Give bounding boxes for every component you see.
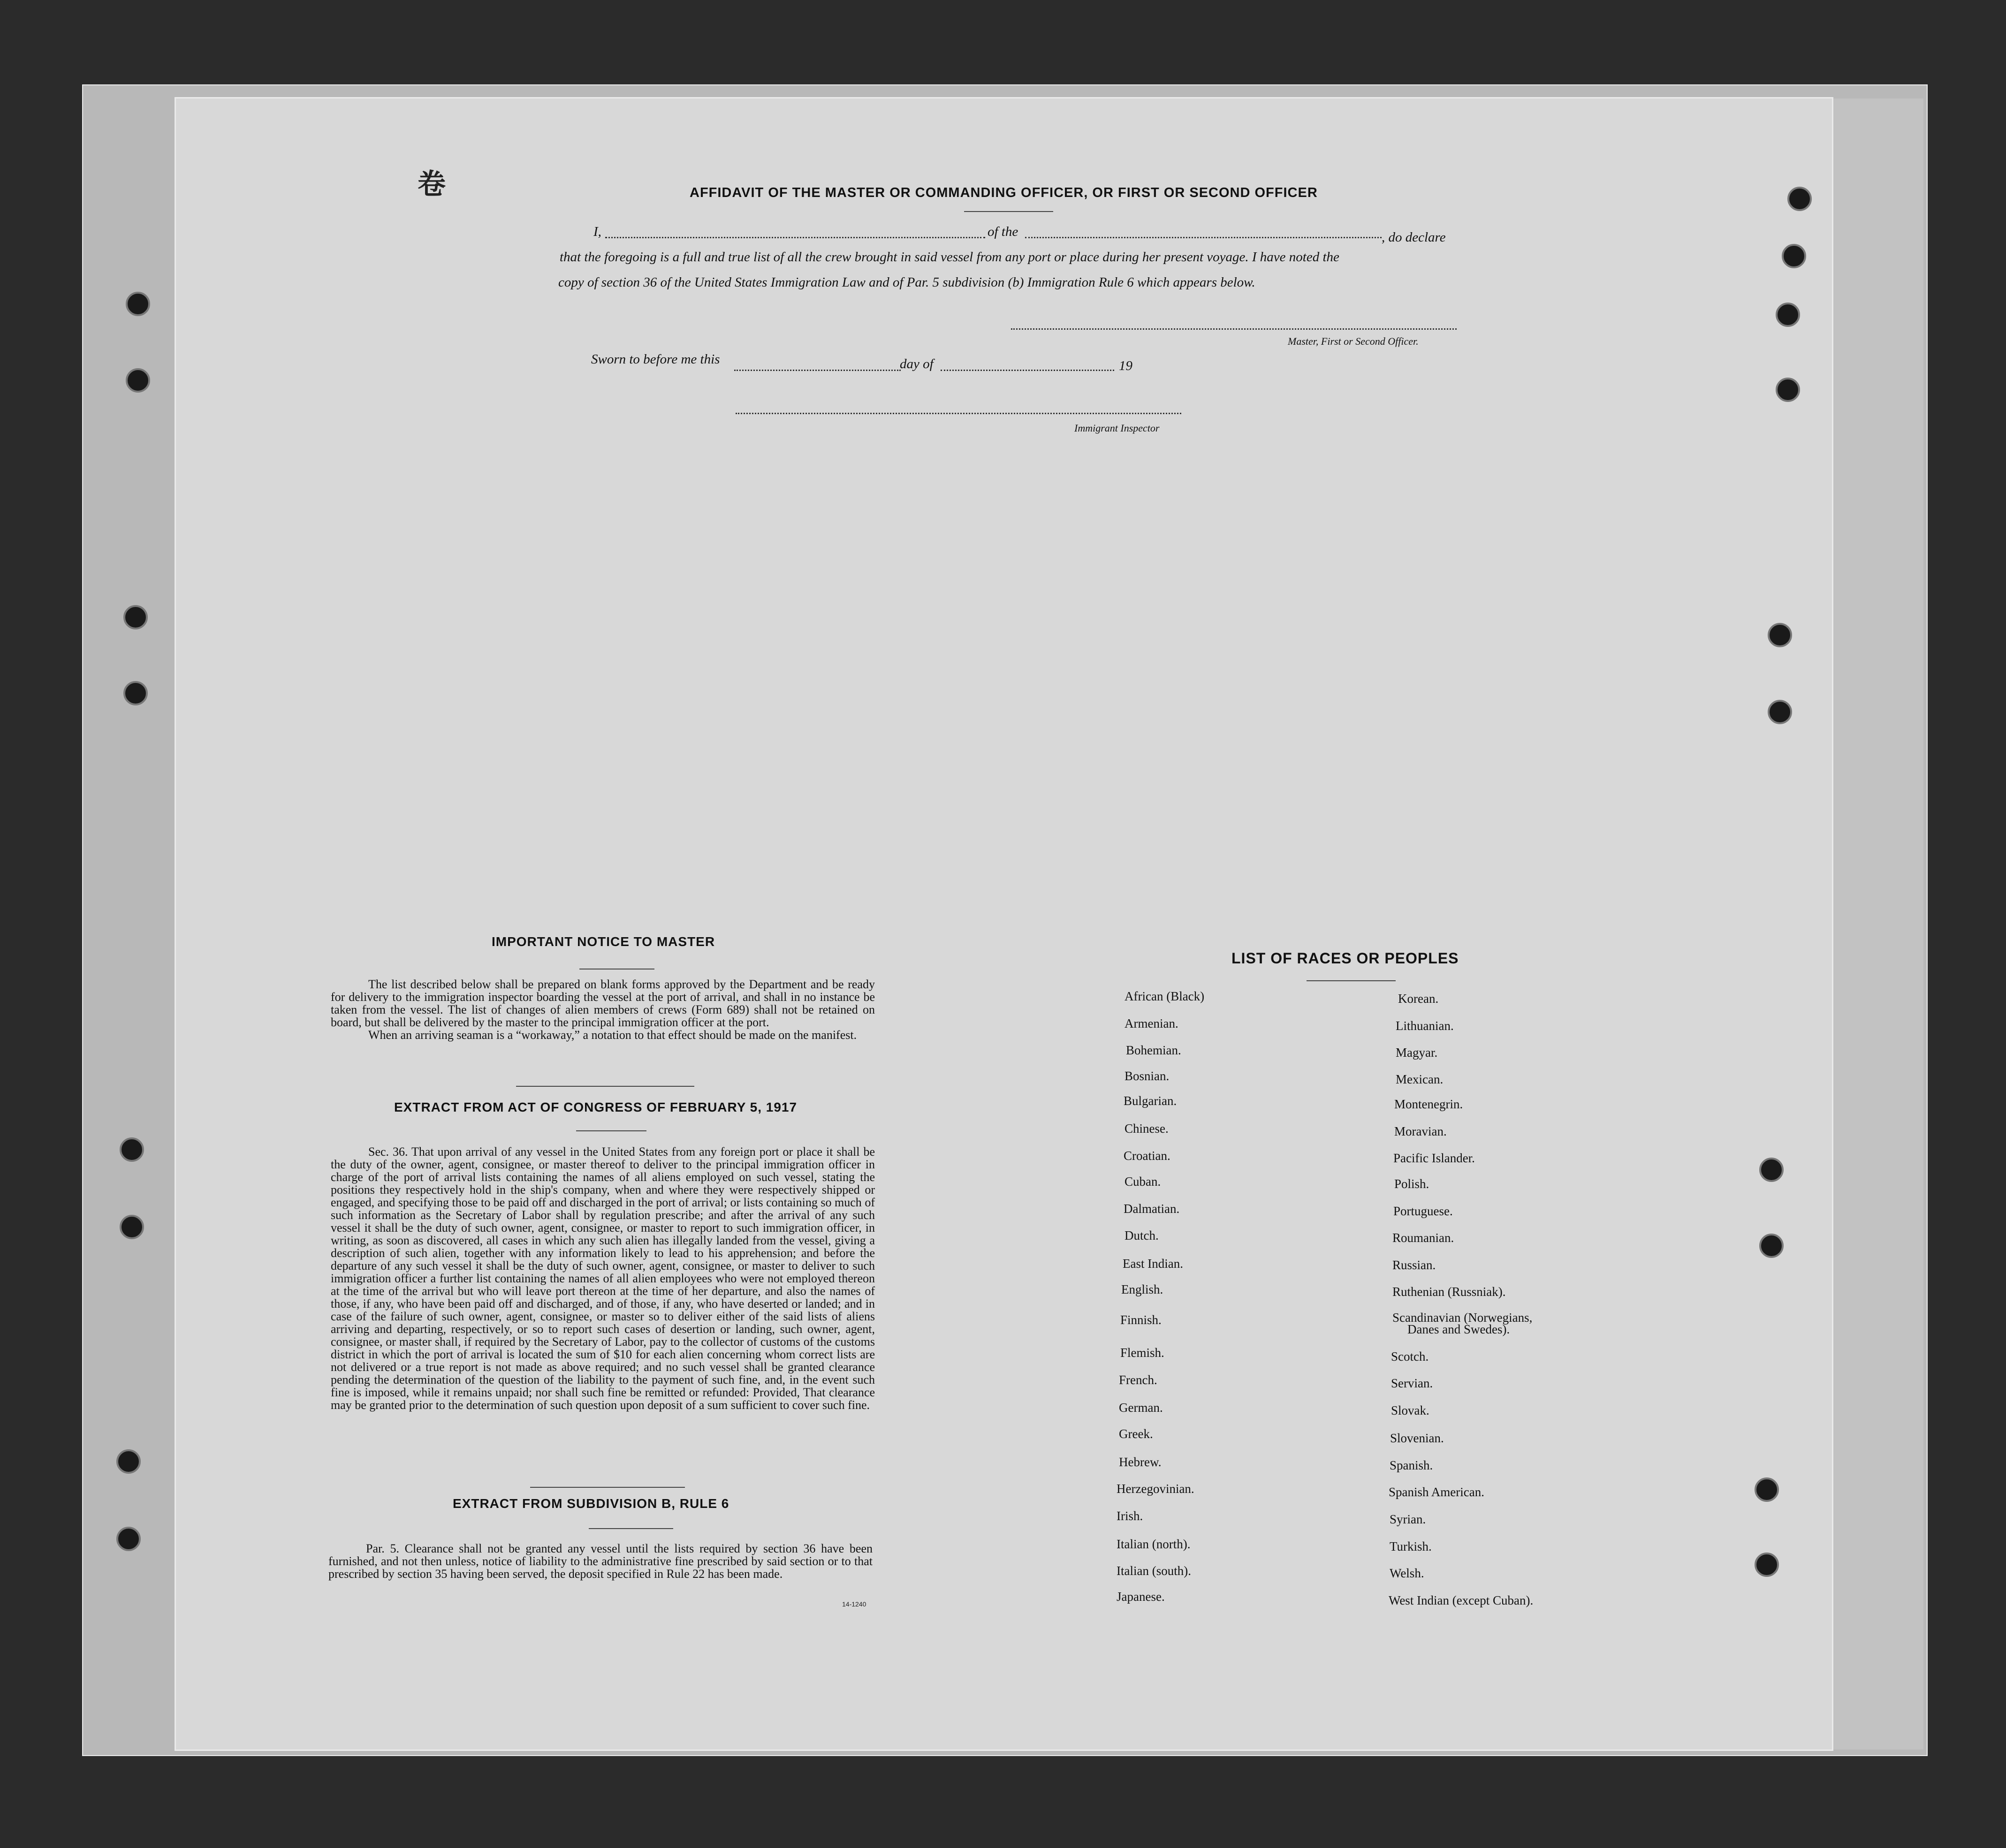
punch-hole-icon (1755, 1553, 1779, 1577)
day-of-label: day of (900, 356, 934, 371)
race-item: English. (1121, 1282, 1163, 1296)
punch-hole-icon (1768, 700, 1792, 724)
race-item: Mexican. (1396, 1072, 1444, 1086)
divider (576, 1130, 646, 1131)
race-item: Magyar. (1396, 1045, 1438, 1060)
race-item: West Indian (except Cuban). (1389, 1593, 1534, 1607)
affidavit-of-the-label: of the (988, 224, 1018, 239)
act-extract-text (331, 1145, 875, 1411)
punch-hole-icon (116, 1449, 141, 1474)
punch-hole-icon (120, 1137, 144, 1162)
notice-paragraph-2: When an arriving seaman is a “workaway,” a notation to that effect should be made on the manifest. (368, 1028, 857, 1042)
punch-hole-icon (1782, 244, 1806, 268)
race-item: Hebrew. (1119, 1455, 1162, 1469)
race-item: Scotch. (1391, 1349, 1429, 1363)
punch-hole-icon (1787, 187, 1812, 211)
officer-signature-field[interactable] (1011, 328, 1457, 330)
race-item: Croatian. (1124, 1149, 1170, 1163)
affidavit-title: AFFIDAVIT OF THE MASTER OR COMMANDING OFFICER, OR FIRST OR SECOND OFFICER (690, 185, 1318, 200)
race-item: Italian (south). (1117, 1564, 1191, 1578)
race-item: Armenian. (1125, 1016, 1178, 1030)
race-item: Bosnian. (1125, 1069, 1170, 1083)
master-name-field[interactable] (605, 237, 985, 238)
race-item: Scandinavian (Norwegians, (1392, 1310, 1533, 1325)
race-item: Chinese. (1125, 1121, 1169, 1136)
affidavit-line-2: that the foregoing is a full and true list of all the crew brought in said vessel from any port or place during her present voyage. I have noted the (560, 250, 1339, 265)
race-item: German. (1119, 1401, 1163, 1415)
sworn-label: Sworn to before me this (591, 352, 720, 367)
race-item: Dutch. (1125, 1228, 1159, 1242)
inspector-caption: Immigrant Inspector (1074, 422, 1160, 434)
punch-hole-icon (1759, 1234, 1784, 1258)
notice-paragraph-1: The list described below shall be prepared on blank forms approved by the Department and be ready for delivery to the immigration inspector boarding the vessel at the port of arrival, and shall in no instance be taken from the vessel. The list of changes of alien members of crews (Form 689) shall not be retained on board, but shall be delivered by the master to the principal immigration officer at the port. (331, 977, 875, 1029)
punch-hole-icon (1768, 623, 1792, 647)
handwritten-mark: 卷 (418, 169, 446, 200)
race-item: Korean. (1398, 992, 1439, 1006)
punch-hole-icon (120, 1215, 144, 1239)
rule-extract-text (328, 1542, 873, 1580)
race-item: Roumanian. (1392, 1231, 1454, 1245)
par-5-text: Par. 5. Clearance shall not be granted any vessel until the lists required by section 36 have been furnished, and not then unless, notice of liability to the administrative fine prescribed by said section or to that prescribed by section 35 having been served, the deposit specified in Rule 22 has been made. (328, 1542, 873, 1581)
section-36-text: Sec. 36. That upon arrival of any vessel in the United States from any foreign port or place it shall be the duty of the owner, agent, consignee, or master thereof to deliver to the principal immigration officer in charge of the port of arrival lists containing the names of all aliens employed on such vessel, stating the positions they respectively hold in the ship's company, when and where they were respectively shipped or engaged, and specifying those to be paid off and discharged in the port of arrival; or lists containing so much of such information as the Secretary of Labor shall by regulation prescribe; and after the arrival of any such vessel it shall be the duty of such owner, agent, consignee, or master to report to such immigration officer, in writing, as soon as discovered, all cases in which any such alien has illegally landed from the vessel, giving a description of such alien, together with any information likely to lead to his apprehension; and before the departure of any such vessel it shall be the duty of such owner, agent, consignee, or master to deliver to such immigration officer a further list containing the names of all alien employees who were not employed thereon at the time of the arrival but who will leave port thereon at the time of her departure, and also the names of those, if any, who have been paid off and discharged, and of those, if any, who have deserted or landed; and in case of the failure of such owner, agent, consignee, or master so to deliver either of the said lists of aliens arriving and departing, respectively, or so to report such cases of desertion or landing, such owner, agent, consignee, or master shall, if required by the Secretary of Labor, pay to the collector of customs of the customs district in which the port of arrival is located the sum of $10 for each alien concerning whom correct lists are not delivered or a true report is not made as above required; and no such vessel shall be granted clearance pending the determination of the question of the liability to the payment of such fine, and, in the event such fine is imposed, while it remains unpaid; nor shall such fine be remitted or refunded: Provided, That clearance may be granted prior to the determination of such question upon deposit of a sum sufficient to cover such fine. (331, 1145, 875, 1412)
race-item: Welsh. (1390, 1566, 1424, 1580)
race-item: Dalmatian. (1124, 1202, 1180, 1216)
divider (530, 1487, 685, 1488)
race-item: Irish. (1117, 1509, 1143, 1523)
race-item: East Indian. (1123, 1257, 1183, 1271)
race-item: Slovenian. (1390, 1431, 1444, 1445)
race-item: Japanese. (1117, 1590, 1165, 1604)
race-item: Russian. (1392, 1258, 1436, 1272)
divider (589, 1528, 673, 1529)
act-extract-heading: EXTRACT FROM ACT OF CONGRESS OF FEBRUARY 5, 1917 (394, 1100, 798, 1114)
race-item: Herzegovinian. (1117, 1482, 1194, 1496)
sworn-month-field[interactable] (941, 370, 1114, 371)
notice-heading: IMPORTANT NOTICE TO MASTER (492, 934, 715, 949)
divider (1307, 980, 1396, 981)
race-item: Pacific Islander. (1393, 1151, 1475, 1165)
manifest-page (176, 98, 1832, 1750)
year-label: 19 (1119, 358, 1132, 373)
race-item: Portuguese. (1393, 1204, 1453, 1218)
race-item: Ruthenian (Russniak). (1392, 1285, 1506, 1299)
race-item: Turkish. (1390, 1539, 1432, 1553)
divider (964, 211, 1053, 212)
race-item: Servian. (1391, 1376, 1433, 1390)
punch-hole-icon (1759, 1158, 1784, 1182)
race-item: African (Black) (1125, 989, 1205, 1003)
punch-hole-icon (1755, 1477, 1779, 1502)
race-item: Polish. (1394, 1177, 1429, 1191)
sworn-day-field[interactable] (734, 370, 901, 371)
race-item: Flemish. (1120, 1346, 1164, 1360)
race-item: Lithuanian. (1396, 1019, 1454, 1033)
divider (516, 1086, 694, 1087)
affidavit-line-3: copy of section 36 of the United States Immigration Law and of Par. 5 subdivision (b) Immigration Rule 6 which appears below. (558, 275, 1255, 290)
race-item: Syrian. (1390, 1512, 1426, 1526)
punch-hole-icon (116, 1527, 141, 1551)
race-item: Cuban. (1125, 1174, 1161, 1189)
race-item: Italian (north). (1117, 1537, 1191, 1551)
affidavit-i-label: I, (593, 224, 601, 239)
race-item: Danes and Swedes). (1407, 1322, 1510, 1336)
race-item: Spanish American. (1389, 1485, 1484, 1499)
race-item: Montenegrin. (1394, 1097, 1463, 1111)
race-item: Moravian. (1394, 1124, 1447, 1138)
inspector-signature-field[interactable] (736, 413, 1181, 414)
races-title: LIST OF RACES OR PEOPLES (1231, 950, 1459, 967)
back-sheet-edge (1830, 98, 1923, 1750)
race-item: Slovak. (1391, 1403, 1429, 1417)
signature-caption: Master, First or Second Officer. (1288, 335, 1419, 347)
vessel-name-field[interactable] (1025, 237, 1382, 238)
affidavit-do-declare: , do declare (1382, 230, 1446, 245)
punch-hole-icon (126, 292, 150, 316)
race-item: Greek. (1119, 1427, 1153, 1441)
race-item: Bohemian. (1126, 1043, 1181, 1057)
race-item: French. (1119, 1373, 1157, 1387)
race-item: Spanish. (1390, 1458, 1433, 1472)
punch-hole-icon (126, 368, 150, 393)
race-item: Bulgarian. (1124, 1094, 1177, 1108)
form-number: 14-1240 (842, 1600, 866, 1608)
race-item: Finnish. (1120, 1313, 1162, 1327)
punch-hole-icon (1776, 378, 1800, 402)
punch-hole-icon (123, 681, 148, 705)
punch-hole-icon (1776, 303, 1800, 327)
punch-hole-icon (123, 605, 148, 629)
rule-extract-heading: EXTRACT FROM SUBDIVISION B, RULE 6 (453, 1496, 729, 1511)
notice-text (331, 978, 875, 1041)
